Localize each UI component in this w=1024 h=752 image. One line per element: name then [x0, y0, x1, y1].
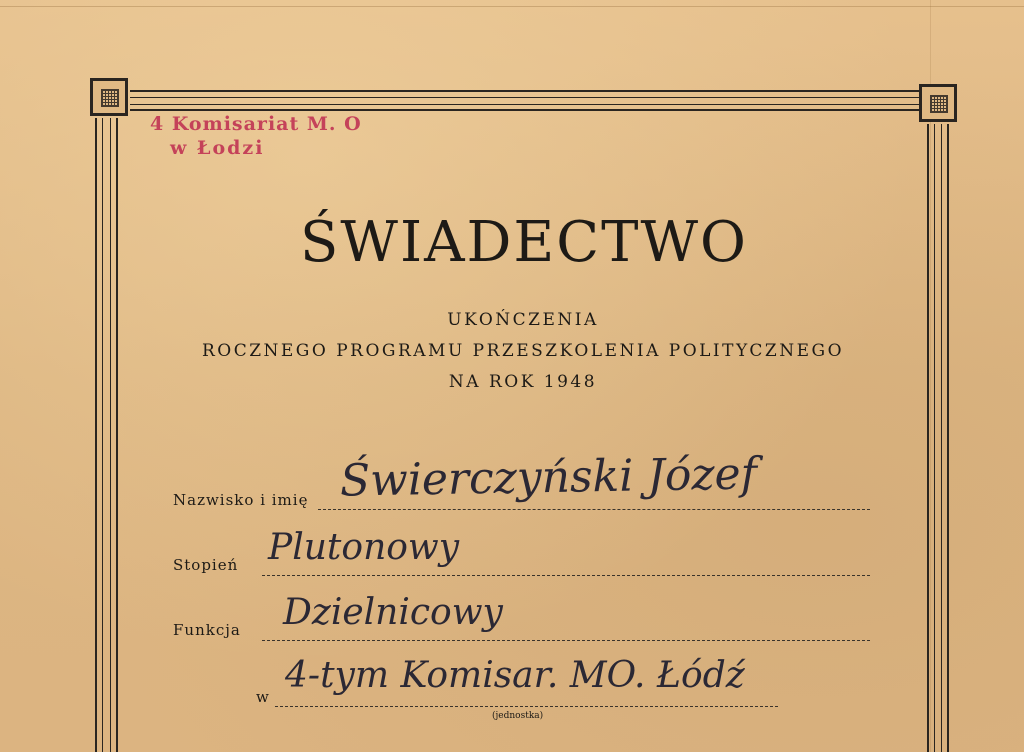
certificate-subtitle-3: NA ROK 1948 [448, 372, 598, 392]
frame-corner-ornament-right [919, 84, 957, 122]
unit-dotted-line [275, 706, 778, 707]
function-handwritten-value: Dzielnicowy [283, 592, 503, 633]
stamp-line-2: w Łodzi [170, 137, 265, 159]
name-handwritten-value: Świerczyński Józef [339, 448, 758, 507]
police-stamp [150, 113, 362, 159]
stamp-line-1: 4 Komisariat M. O [150, 113, 362, 135]
function-label: Funkcja [173, 621, 241, 639]
unit-label: w [256, 688, 270, 706]
function-dotted-line [262, 640, 870, 641]
rank-handwritten-value: Plutonowy [268, 527, 460, 568]
unit-handwritten-value: 4-tym Komisar. MO. Łódź [285, 655, 745, 696]
certificate-subtitle-1: UKOŃCZENIA [447, 310, 599, 330]
certificate-title: ŚWIADECTWO [300, 210, 748, 275]
paper-fold-line [0, 6, 1024, 7]
name-label: Nazwisko i imię [173, 491, 309, 509]
rank-label: Stopień [173, 556, 239, 574]
certificate-subtitle-2: ROCZNEGO PROGRAMU PRZESZKOLENIA POLITYCZNEGO [201, 341, 845, 361]
unit-note: (jednostka) [492, 711, 544, 721]
name-dotted-line [318, 509, 870, 510]
frame-corner-ornament-left [90, 78, 128, 116]
rank-dotted-line [262, 575, 870, 576]
